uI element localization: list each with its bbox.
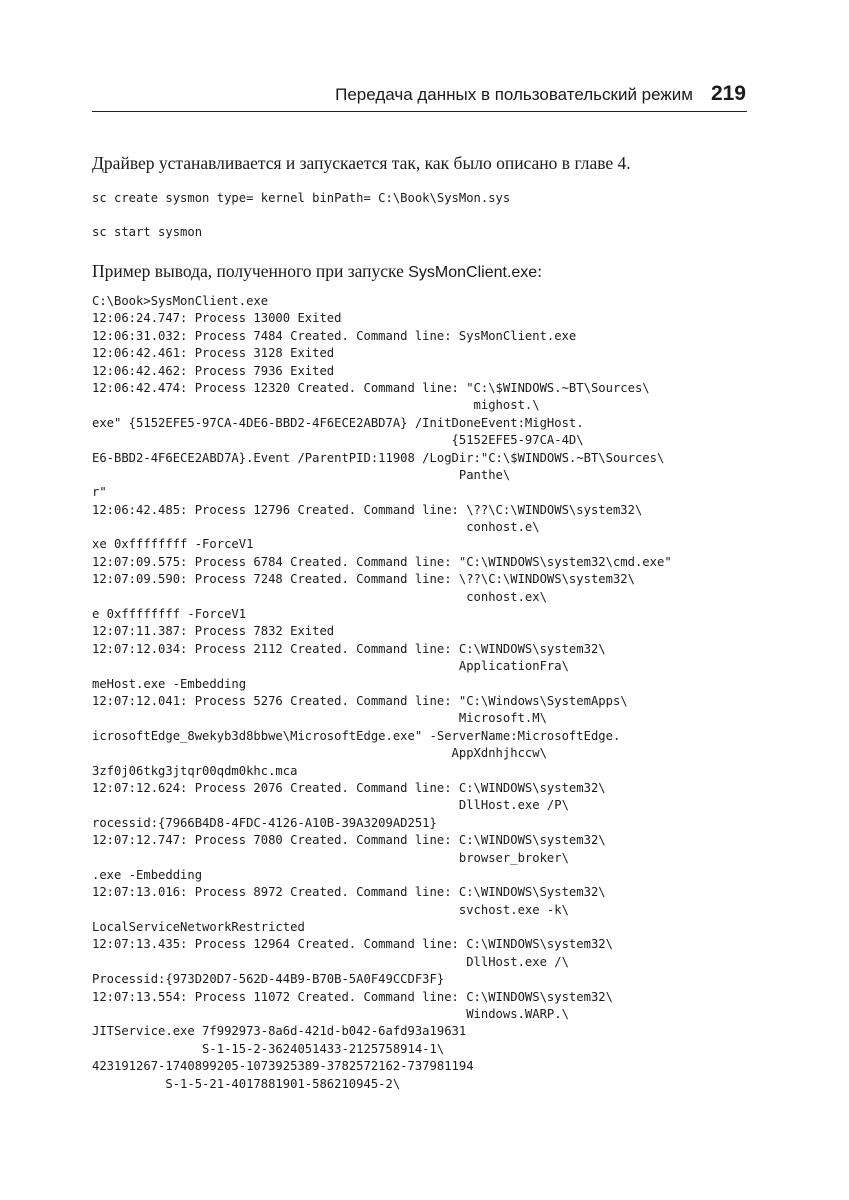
console-output-line: mighost.\: [92, 398, 540, 413]
console-output-line: Microsoft.M\: [92, 711, 547, 726]
console-output-line: 12:07:13.554: Process 11072 Created. Command line: C:\WINDOWS\system32\: [92, 989, 613, 1004]
console-output-line: rocessid:{7966B4D8-4FDC-4126-A10B-39A3209AD251}: [92, 815, 437, 830]
console-output-line: 12:07:11.387: Process 7832 Exited: [92, 624, 335, 639]
console-output-line: 12:07:12.747: Process 7080 Created. Command line: C:\WINDOWS\system32\: [92, 833, 606, 848]
console-output-line: DllHost.exe /\: [92, 954, 569, 969]
console-output-line: 12:07:09.590: Process 7248 Created. Command line: \??\C:\WINDOWS\system32\: [92, 572, 635, 587]
example-paragraph: [92, 260, 752, 284]
console-output-line: 3zf0j06tkg3jtqr00qdm0khc.mca: [92, 763, 298, 778]
console-output-line: 423191267-1740899205-1073925389-3782572162-737981194: [92, 1059, 474, 1074]
console-output-line: 12:06:42.474: Process 12320 Created. Command line: "C:\$WINDOWS.~BT\Sources\: [92, 380, 650, 395]
console-output-line: .exe -Embedding: [92, 867, 203, 882]
console-output-line: {5152EFE5-97CA-4D\: [92, 433, 584, 448]
console-output-line: S-1-15-2-3624051433-2125758914-1\: [92, 1041, 445, 1056]
console-output-line: xe 0xffffffff -ForceV1: [92, 537, 254, 552]
console-output-line: JITService.exe 7f992973-8a6d-421d-b042-6afd93a19631: [92, 1024, 467, 1039]
console-output-line: 12:07:13.016: Process 8972 Created. Command line: C:\WINDOWS\System32\: [92, 885, 606, 900]
console-output-line: icrosoftEdge_8wekyb3d8bbwe\MicrosoftEdge.exe" -ServerName:MicrosoftEdge.: [92, 728, 621, 743]
console-output-line: 12:07:12.034: Process 2112 Created. Command line: C:\WINDOWS\system32\: [92, 641, 606, 656]
console-output-line: Panthe\: [92, 467, 511, 482]
console-output-line: 12:07:12.624: Process 2076 Created. Command line: C:\WINDOWS\system32\: [92, 780, 606, 795]
console-output-line: C:\Book>SysMonClient.exe: [92, 294, 269, 308]
console-output-line: e 0xffffffff -ForceV1: [92, 607, 247, 622]
console-output-line: 12:06:31.032: Process 7484 Created. Command line: SysMonClient.exe: [92, 328, 577, 343]
example-file-name: SysMonClient.exe: [408, 264, 538, 281]
console-output-line: svchost.exe -k\: [92, 902, 569, 917]
intro-paragraph: Драйвер устанавливается и запускается так, как было описано в главе 4.: [92, 153, 631, 173]
console-output-line: 12:06:42.461: Process 3128 Exited: [92, 346, 335, 361]
console-output-line: LocalServiceNetworkRestricted: [92, 920, 305, 935]
console-output-line: exe" {5152EFE5-97CA-4DE6-BBD2-4F6ECE2ABD7A} /InitDoneEvent:MigHost.: [92, 415, 584, 430]
console-output-line: conhost.ex\: [92, 589, 547, 604]
console-output-line: 12:06:42.462: Process 7936 Exited: [92, 363, 335, 378]
console-output-line: AppXdnhjhccw\: [92, 746, 547, 761]
console-output-line: 12:06:42.485: Process 12796 Created. Command line: \??\C:\WINDOWS\system32\: [92, 502, 643, 517]
example-text-before: Пример вывода, полученного при запуске: [92, 261, 409, 281]
console-output-line: browser_broker\: [92, 850, 569, 865]
command-sc-start: sc start sysmon: [92, 225, 203, 239]
console-output-line: DllHost.exe /P\: [92, 798, 569, 813]
console-output-line: S-1-5-21-4017881901-586210945-2\: [92, 1076, 401, 1091]
console-output-line: conhost.e\: [92, 520, 540, 535]
console-output-line: r": [92, 485, 107, 500]
console-output: [92, 293, 672, 1093]
example-text-after: :: [537, 261, 543, 281]
page-number: 219: [710, 82, 746, 105]
console-output-line: ApplicationFra\: [92, 659, 569, 674]
console-output-line: 12:07:09.575: Process 6784 Created. Command line: "C:\WINDOWS\system32\cmd.exe": [92, 554, 672, 569]
running-header: [92, 82, 747, 112]
header-title: Передача данных в пользовательский режим: [335, 85, 693, 104]
console-output-line: Windows.WARP.\: [92, 1007, 569, 1022]
command-sc-create: sc create sysmon type= kernel binPath= C:\Book\SysMon.sys: [92, 191, 511, 205]
console-output-line: E6-BBD2-4F6ECE2ABD7A}.Event /ParentPID:11908 /LogDir:"C:\$WINDOWS.~BT\Sources\: [92, 450, 665, 465]
console-output-line: 12:07:12.041: Process 5276 Created. Command line: "C:\Windows\SystemApps\: [92, 693, 628, 708]
console-output-line: 12:07:13.435: Process 12964 Created. Command line: C:\WINDOWS\system32\: [92, 937, 613, 952]
console-output-line: meHost.exe -Embedding: [92, 676, 247, 691]
console-output-line: 12:06:24.747: Process 13000 Exited: [92, 311, 342, 326]
console-output-line: Processid:{973D20D7-562D-44B9-B70B-5A0F49CCDF3F}: [92, 972, 445, 987]
